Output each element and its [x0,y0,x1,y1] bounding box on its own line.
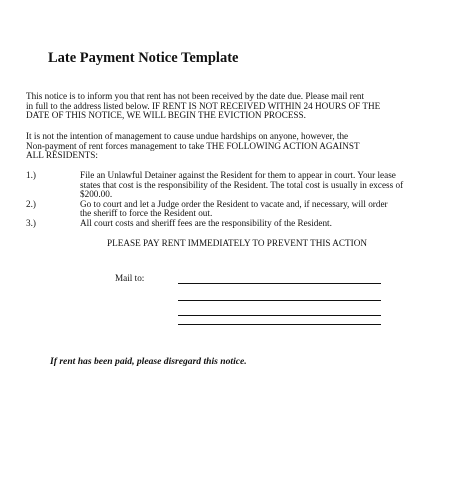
action-line: states that cost is the responsibility of the Resident. The total cost is usually in excess of [80,179,404,190]
address-line [178,283,381,284]
action-line: Go to court and let a Judge order the Resident to vacate and, if necessary, will order [80,198,388,209]
action-line: the sheriff to force the Resident out. [80,208,213,219]
paragraph-line: DATE OF THIS NOTICE, WE WILL BEGIN THE EVICTION PROCESS. [26,110,306,121]
action-number: 3.) [26,217,36,228]
disregard-note: If rent has been paid, please disregard this notice. [50,356,247,367]
paragraph-line: This notice is to inform you that rent has not been received by the date due. Please mail rent [26,91,365,101]
notice-paragraph [26,92,456,121]
paragraph-line: ALL RESIDENTS: [26,150,98,161]
paragraph-line: in full to the address listed below. IF RENT IS NOT RECEIVED WITHIN 24 HOURS OF THE [26,100,381,111]
action-item [26,219,456,229]
paragraph-line: It is not the intention of management to cause undue hardships on anyone, however, the [26,131,349,141]
paragraph-line: Non-payment of rent forces management to take THE FOLLOWING ACTION AGAINST [26,140,360,151]
action-line: File an Unlawful Detainer against the Resident for them to appear in court. Your lease [80,170,396,180]
action-list [26,171,456,229]
action-text [80,171,403,200]
address-line [178,315,381,316]
action-line: $200.00. [80,189,113,200]
action-number: 2.) [26,198,36,209]
address-line [178,300,381,301]
action-text [80,219,332,229]
address-line [178,324,381,325]
document-title: Late Payment Notice Template [48,50,239,66]
action-item [26,171,456,200]
action-item [26,200,456,219]
urgent-notice: PLEASE PAY RENT IMMEDIATELY TO PREVENT THIS ACTION [106,238,367,248]
mail-to-label: Mail to: [115,273,145,283]
action-text [80,200,388,219]
action-number: 1.) [26,170,36,180]
action-line: All court costs and sheriff fees are the responsibility of the Resident. [80,217,332,228]
intent-paragraph [26,132,456,161]
